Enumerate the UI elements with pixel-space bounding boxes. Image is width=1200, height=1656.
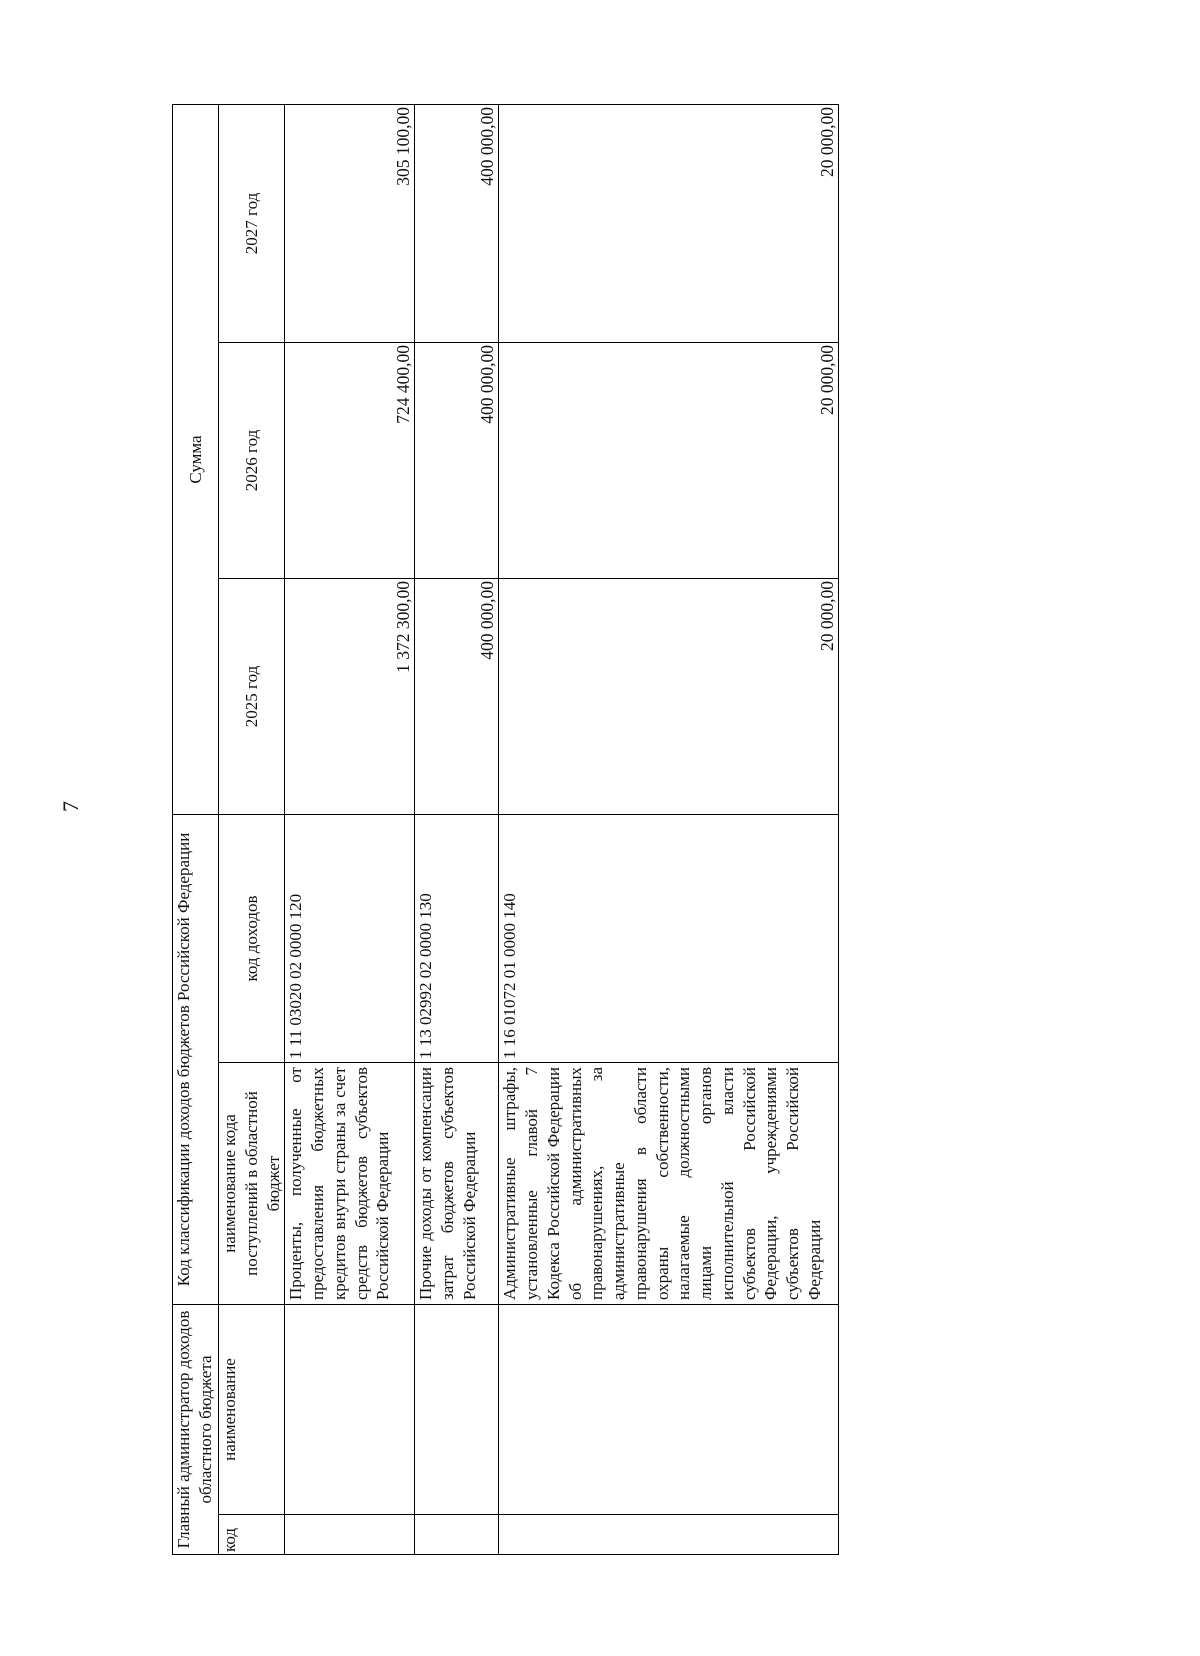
cell-income-code: 1 11 03020 02 0000 120: [285, 814, 415, 1062]
col-name-header: наименование: [219, 1305, 285, 1515]
cell-code: [499, 1515, 839, 1555]
cell-name: [499, 1305, 839, 1515]
cell-2026: 400 000,00: [415, 342, 499, 578]
cell-2026: 724 400,00: [285, 342, 415, 578]
cell-income-name: Проценты, полученные от предоставления бюджетных кредитов внутри страны за счет средств бюджетов субъектов Российской Федерации: [285, 1063, 415, 1305]
cell-name: [415, 1305, 499, 1515]
admin-group-header: Главный администратор доходов областного бюджета: [173, 1305, 219, 1555]
col-2027-header: 2027 год: [219, 104, 285, 342]
col-income-name-header: наименование кода поступлений в областной бюджет: [219, 1063, 285, 1305]
revenue-table: [172, 104, 839, 1555]
col-code-header: код: [219, 1515, 285, 1555]
cell-code: [285, 1515, 415, 1555]
table-row: [499, 104, 839, 1554]
cell-2027: 305 100,00: [285, 104, 415, 342]
cell-income-name: Прочие доходы от компенсации затрат бюджетов субъектов Российской Федерации: [415, 1063, 499, 1305]
cell-code: [415, 1515, 499, 1555]
cell-name: [285, 1305, 415, 1515]
table-row: [415, 104, 499, 1554]
header-row-sub: [219, 104, 285, 1554]
cell-income-code: 1 16 01072 01 0000 140: [499, 814, 839, 1062]
cell-2027: 20 000,00: [499, 104, 839, 342]
cell-income-name: Административные штрафы, установленные главой 7 Кодекса Российской Федерации об административных правонарушениях, за административные правонарушения в области охраны собственности, налагаемые должностными лицами органов исполнительной власти субъектов Российской Федерации, учреждениями субъектов Российской Федерации: [499, 1063, 839, 1305]
classification-group-header: Код классификации доходов бюджетов Российской Федерации: [173, 814, 219, 1304]
col-income-code-header: код доходов: [219, 814, 285, 1062]
cell-2026: 20 000,00: [499, 342, 839, 578]
cell-2027: 400 000,00: [415, 104, 499, 342]
col-2025-header: 2025 год: [219, 578, 285, 814]
col-2026-header: 2026 год: [219, 342, 285, 578]
cell-income-code: 1 13 02992 02 0000 130: [415, 814, 499, 1062]
page-number: 7: [58, 801, 83, 812]
table-row: [285, 104, 415, 1554]
header-row-top: [173, 104, 219, 1554]
sum-group-header: Сумма: [173, 104, 219, 814]
revenue-table-rotated: [172, 105, 837, 1555]
cell-2025: 400 000,00: [415, 578, 499, 814]
cell-2025: 1 372 300,00: [285, 578, 415, 814]
cell-2025: 20 000,00: [499, 578, 839, 814]
